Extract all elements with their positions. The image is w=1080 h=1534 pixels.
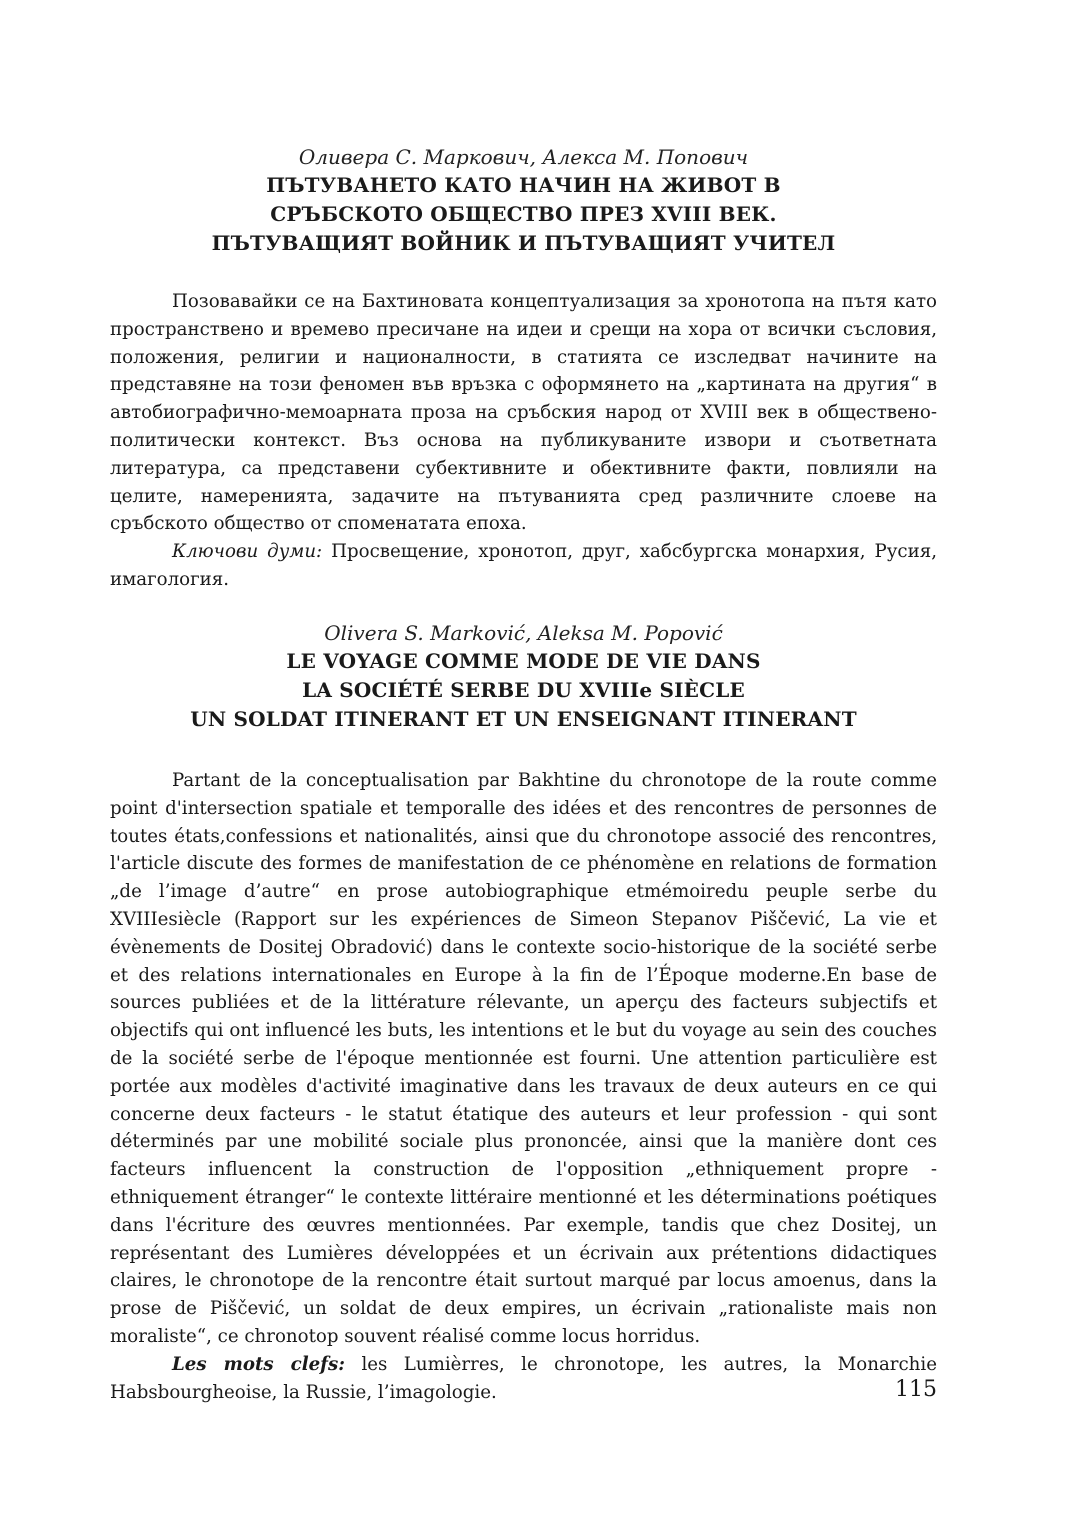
- bg-keywords-label: Ключови думи:: [172, 541, 323, 563]
- fr-keywords-label: Les mots clefs:: [172, 1353, 345, 1375]
- bg-section: [110, 143, 937, 258]
- fr-keywords-text: les Lumièrres, le chronotope, les autres, la Monarchie Habsbourgheoise, la Russie, l’imagologie.: [110, 1353, 937, 1403]
- bg-keywords-text: Просвещение, хронотоп, друг, хабсбургска монархия, Русия, имагология.: [110, 541, 937, 590]
- fr-abstract: Partant de la conceptualisation par Bakhtine du chronotope de la route comme point d'intersection spatiale et temporalle des idées et des rencontres de personnes de toutes états,confessions et nationalités, ainsi que du chronotope associé des rencontres, l'article discute des formes de manifestation de ce phénomène en relations de formation „de l’image d’autre“ en prose autobiographique etmémoiredu peuple serbe du XVIIIesiècle (Rapport sur les expériences de Simeon Stepanov Piščević, La vie et évènements de Dositej Obradović) dans le contexte socio-historique de la société serbe et des relations internationales en Europe à la fin de l’Époque moderne.En base de sources publiées et de la littérature rélevante, un aperçu des facteurs subjectifs et objectifs qui ont influencé les buts, les intentions et le but du voyage au sein des couches de la société serbe de l'époque mentionnée est fourni. Une attention particulière est portée aux modèles d'activité imaginative dans les travaux de deux auteurs en ce qui concerne deux facteurs - le statut étatique des auteurs et leur profession - qui sont déterminés par une mobilité sociale plus prononcée, ainsi que la manière dont ces facteurs influencent la construction de l'opposition „ethniquement propre - ethniquement étranger“ le contexte littéraire mentionné et les déterminations poétiques dans l'écriture des œuvres mentionnées. Par exemple, tandis que chez Dositej, un représentant des Lumières développées et un écrivain aux prétentions didactiques claires, le chronotope de la rencontre était surtout marqué par locus amoenus, dans la prose de Piščević, un soldat de deux empires, un écrivain „rationaliste mais non moraliste“, ce chronotop souvent réalisé comme locus horridus.: [110, 770, 937, 1347]
- fr-authors: Olivera S. Marković, Aleksa M. Popović: [324, 621, 723, 645]
- fr-title: [110, 647, 937, 734]
- fr-title-line: LE VOYAGE COMME MODE DE VIE DANS: [286, 649, 761, 673]
- fr-abstract-block: [110, 767, 937, 1406]
- page-number: 115: [895, 1377, 937, 1402]
- bg-authors: Оливера С. Маркович, Алекса М. Попович: [298, 145, 749, 169]
- bg-title-line: ПЪТУВАНЕТО КАТО НАЧИН НА ЖИВОТ В: [266, 173, 781, 197]
- fr-section: [110, 619, 937, 734]
- bg-title-line: ПЪТУВАЩИЯТ ВОЙНИК И ПЪТУВАЩИЯТ УЧИТЕЛ: [211, 231, 836, 255]
- bg-abstract: Позовавайки се на Бахтиновата концептуализация за хронотопа на пътя като пространствено и времево пресичане на идеи и срещи на хора от всички съсловия, положения, религии и националности, в статията се изследват начините на представяне на този феномен във връзка с оформянето на „картината на другия“ в автобиографично-мемоарната проза на сръбския народ от XVIII век в обществено-политически контекст. Въз основа на публикуваните извори и съответната литература, са представени субективните и обективните факти, повлияли на целите, намеренията, задачите на пътуванията сред различните слоеве на сръбското общество от споменатата епоха.: [110, 291, 937, 535]
- fr-title-line: LA SOCIÉTÉ SERBE DU XVIIIe SIÈCLE: [302, 678, 745, 702]
- bg-title: [110, 171, 937, 258]
- bg-abstract-block: [110, 288, 937, 594]
- bg-keywords: [110, 538, 937, 594]
- bg-title-line: СРЪБСКОТО ОБЩЕСТВО ПРЕЗ XVIII ВЕК.: [270, 202, 777, 226]
- fr-title-line: UN SOLDAT ITINERANT ET UN ENSEIGNANT ITINERANT: [190, 707, 857, 731]
- fr-keywords: [110, 1351, 937, 1407]
